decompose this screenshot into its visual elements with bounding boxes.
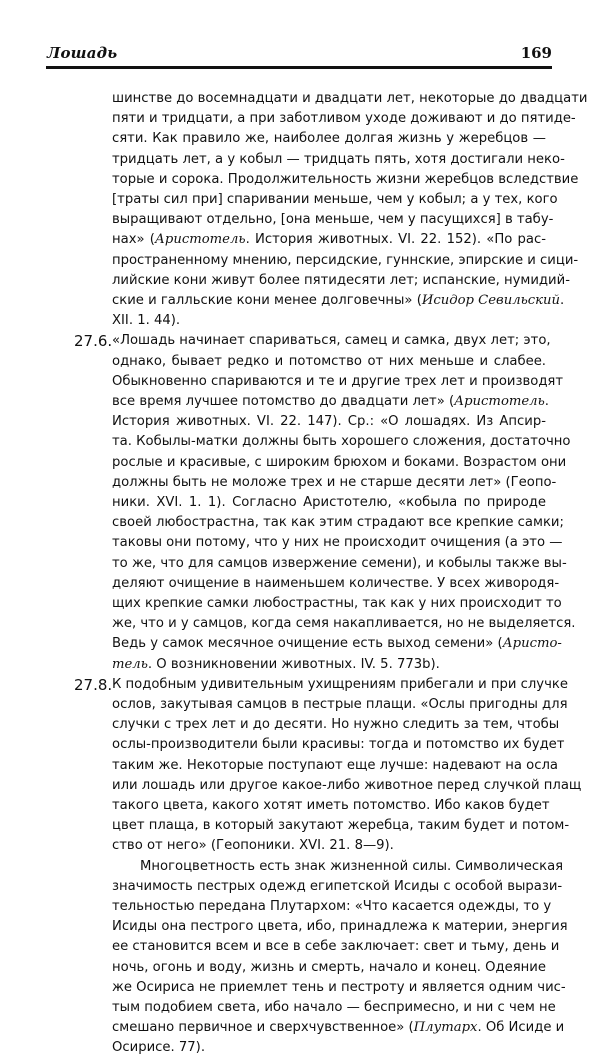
text-line: пяти и тридцати, а при заботливом уходе доживают и до пятиде- bbox=[112, 111, 576, 127]
text-line: та. Кобылы-матки должны быть хорошего сложения, достаточно bbox=[112, 434, 571, 450]
text-line: смешано первичное и сверхчувственное» (Плутарх. Об Исиде и bbox=[112, 1020, 565, 1036]
text-line: деляют очищение в наименьшем количестве. У всех живородя- bbox=[112, 575, 560, 591]
text-line: однако, бывает редко и потомство от них меньше и слабее. bbox=[112, 353, 546, 369]
text-line: Осирисе. 77). bbox=[112, 1040, 206, 1056]
text-line: лийские кони живут более пятидесяти лет; испанские, нумидий- bbox=[112, 272, 570, 288]
running-title: Лошадь bbox=[47, 44, 118, 62]
text-line: ство от него» (Геопоники. XVI. 21. 8—9). bbox=[112, 838, 394, 854]
text-line: же Осириса не приемлет тень и пестроту и является одним чис- bbox=[112, 979, 566, 995]
section-number: 27.6. bbox=[74, 332, 113, 351]
text-line: выращивают отдельно, [она меньше, чем у пасущихся] в табу- bbox=[112, 212, 554, 228]
text-line: ники. XVI. 1. 1). Согласно Аристотелю, «кобыла по природе bbox=[112, 495, 546, 510]
text-line: ослы-производители были красивы: тогда и потомство их будет bbox=[112, 737, 565, 753]
text-line: все время лучшее потомство до двадцати лет» (Аристотель. bbox=[112, 394, 549, 409]
page-number: 169 bbox=[520, 44, 552, 62]
text-line: цвет плаща, в который закутают жеребца, таким будет и потом- bbox=[112, 818, 570, 834]
text-line: торые и сорока. Продолжительность жизни жеребцов вследствие bbox=[112, 171, 579, 187]
text-line: XII. 1. 44). bbox=[112, 313, 181, 329]
text-line: «Лошадь начинает спариваться, самец и самка, двух лет; это, bbox=[112, 333, 551, 349]
text-line: пространенному мнению, персидские, гуннские, эпирские и сици- bbox=[112, 252, 579, 268]
text-line: Исиды она пестрого цвета, ибо, принадлежа к материи, энергия bbox=[112, 919, 568, 935]
text-line: таковы они потому, что у них не происходит очищения (а это — bbox=[112, 535, 563, 551]
text-line: Многоцветность есть знак жизненной силы. Символическая bbox=[140, 858, 564, 874]
text-line: ее становится всем и все в себе заключает: свет и тьму, день и bbox=[112, 939, 560, 955]
text-line: тридцать лет, а у кобыл — тридцать пять, хотя достигали неко- bbox=[112, 151, 565, 167]
text-line: тель. О возникновении животных. IV. 5. 773b). bbox=[112, 656, 440, 672]
text-line: случки с трех лет и до десяти. Но нужно следить за тем, чтобы bbox=[112, 717, 560, 733]
text-line: рослые и красивые, с широким брюхом и боками. Возрастом они bbox=[112, 454, 567, 470]
text-line: нах» (Аристотель. История животных. VI. 22. 152). «По рас- bbox=[112, 232, 546, 248]
text-line: своей любострастна, так как этим страдают все крепкие самки; bbox=[112, 515, 564, 531]
text-line: шинстве до восемнадцати и двадцати лет, некоторые до двадцати bbox=[112, 91, 588, 106]
text-line: щих крепкие самки любострастны, так как у них происходит то bbox=[112, 596, 562, 611]
text-line: значимость пестрых одежд египетской Исиды с особой вырази- bbox=[112, 878, 563, 894]
text-line: Обыкновенно спариваются и те и другие трех лет и производят bbox=[112, 373, 564, 389]
text-line: К подобным удивительным ухищрениям прибегали и при случке bbox=[112, 676, 568, 692]
text-line: Ведь у самок месячное очищение есть выход семени» (Аристо- bbox=[112, 636, 562, 652]
text-line: [траты сил при] спаривании меньше, чем у кобыл; а у тех, кого bbox=[112, 192, 558, 207]
text-line: тым подобием света, ибо начало — беспримесно, и ни с чем не bbox=[112, 1000, 556, 1015]
text-line: или лошадь или другое какое-либо животное перед случкой плащ bbox=[112, 777, 582, 793]
section-number: 27.8. bbox=[74, 675, 113, 694]
header-rule bbox=[46, 66, 552, 69]
text-line: такого цвета, какого хотят иметь потомство. Ибо каков будет bbox=[112, 798, 550, 813]
text-line: же, что и у самцов, когда семя накапливается, но не выделяется. bbox=[112, 616, 576, 632]
text-line: История животных. VI. 22. 147). Ср.: «О лошадях. Из Апсир- bbox=[112, 414, 546, 430]
text-line: тельностью передана Плутархом: «Что касается одежды, то у bbox=[112, 899, 552, 914]
text-line: ночь, огонь и воду, жизнь и смерть, начало и конец. Одеяние bbox=[112, 959, 546, 975]
text-line: таким же. Некоторые поступают еще лучше: надевают на осла bbox=[112, 757, 558, 773]
text-line: то же, что для самцов извержение семени), и кобылы также вы- bbox=[112, 555, 567, 571]
text-line: ослов, закутывая самцов в пестрые плащи. «Ослы пригодны для bbox=[112, 697, 568, 712]
text-line: ские и галльские кони менее долговечны» (Исидор Севильский. bbox=[112, 293, 565, 308]
text-line: сяти. Как правило же, наиболее долгая жизнь у жеребцов — bbox=[112, 131, 546, 147]
page-header bbox=[46, 44, 552, 64]
text-line: должны быть не моложе трех и не старше десяти лет» (Геопо- bbox=[112, 474, 557, 490]
